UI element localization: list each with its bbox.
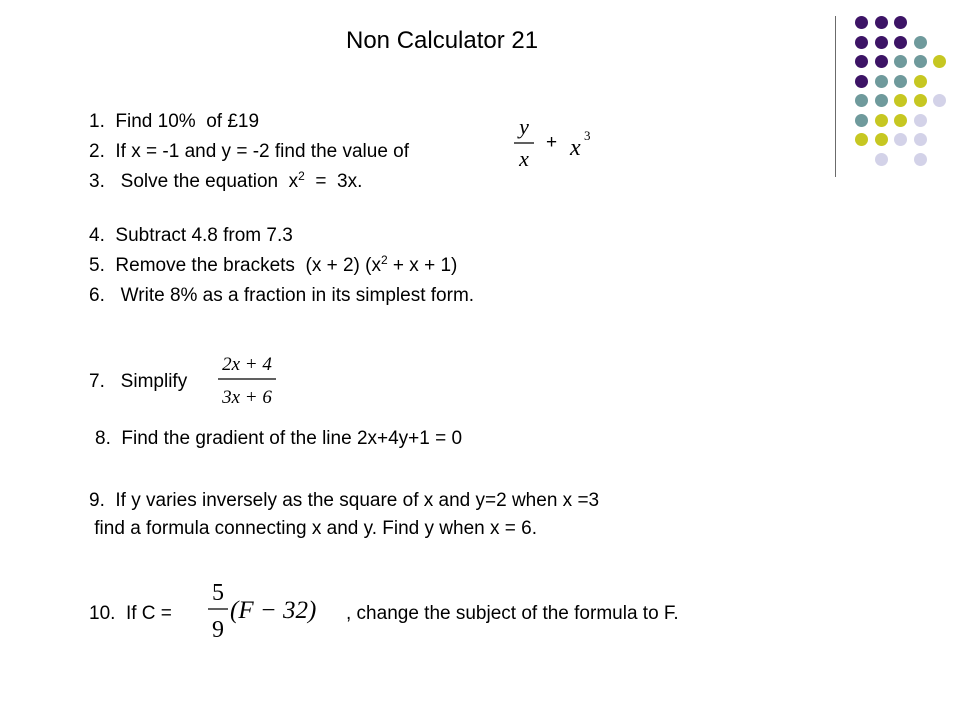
decorative-dot [855,114,868,127]
exponent: 2 [298,169,305,183]
question-3-text: 3. Solve the equation x [89,171,299,192]
decorative-dot [914,94,927,107]
decorative-dot [933,55,946,68]
question-1: 1. Find 10% of £19 [89,111,260,132]
decorative-dot [875,114,888,127]
page-title: Non Calculator 21 [346,27,539,54]
decorative-dot [914,36,927,49]
power-base: x [570,135,581,161]
decorative-dot [875,94,888,107]
question-9-line-1: 9. If y varies inversely as the square of x and y=2 when x =3 [89,490,600,511]
question-4: 4. Subtract 4.8 from 7.3 [89,225,293,246]
question-3-suffix: = 3x. [304,171,363,192]
question-9-line-2: find a formula connecting x and y. Find y when x = 6. [89,518,537,539]
decorative-dot [875,16,888,29]
fraction-denominator: 3x + 6 [222,387,272,408]
decorative-dot [875,133,888,146]
decorative-dot [875,36,888,49]
question-10-suffix: , change the subject of the formula to F. [346,603,679,624]
power-exponent: 3 [584,128,591,143]
question-5-suffix: + x + 1) [387,255,458,276]
decorative-dot [914,133,927,146]
decorative-dot [894,55,907,68]
decorative-dot [855,75,868,88]
decorative-dot [914,153,927,166]
decorative-dot [855,55,868,68]
decorative-dot [875,75,888,88]
fraction-denominator: x [519,146,529,171]
question-2 [89,140,409,164]
fraction-numerator: y [519,116,529,139]
question-5 [89,254,457,278]
decorative-dot [855,36,868,49]
question-5-text: 5. Remove the brackets (x + 2) (x [89,255,381,276]
fraction-numerator: 5 [212,580,224,606]
question-7-fraction [215,348,285,410]
exponent: 2 [380,253,388,267]
decorative-dot [855,16,868,29]
decorative-dot [894,16,907,29]
plus-sign: + [546,132,558,153]
question-10-expression [204,576,330,646]
question-3 [89,170,362,194]
question-7 [89,370,187,394]
decorative-dot [875,55,888,68]
question-10 [89,602,172,626]
question-10-text: 10. If C = [89,603,172,624]
question-8: 8. Find the gradient of the line 2x+4y+1 = 0 [95,428,463,449]
decorative-dot [855,133,868,146]
decorative-dot [894,133,907,146]
decorative-dot [894,94,907,107]
decorative-dot [894,75,907,88]
decorative-dot [914,55,927,68]
question-2-text: 2. If x = -1 and y = -2 find the value of [89,141,410,162]
fraction-numerator: 2x + 4 [222,354,272,375]
decorative-dot [933,94,946,107]
decorative-dot [914,114,927,127]
vertical-divider [835,16,836,177]
fraction-denominator: 9 [212,617,224,643]
decorative-dot [894,114,907,127]
decorative-dot [894,36,907,49]
question-6: 6. Write 8% as a fraction in its simplest form. [89,285,475,306]
decorative-dot [855,94,868,107]
question-2-expression [508,116,598,176]
bracket-expression: (F − 32) [230,597,317,624]
decorative-dot [914,75,927,88]
question-7-text: 7. Simplify [89,371,188,392]
decorative-dot [875,153,888,166]
